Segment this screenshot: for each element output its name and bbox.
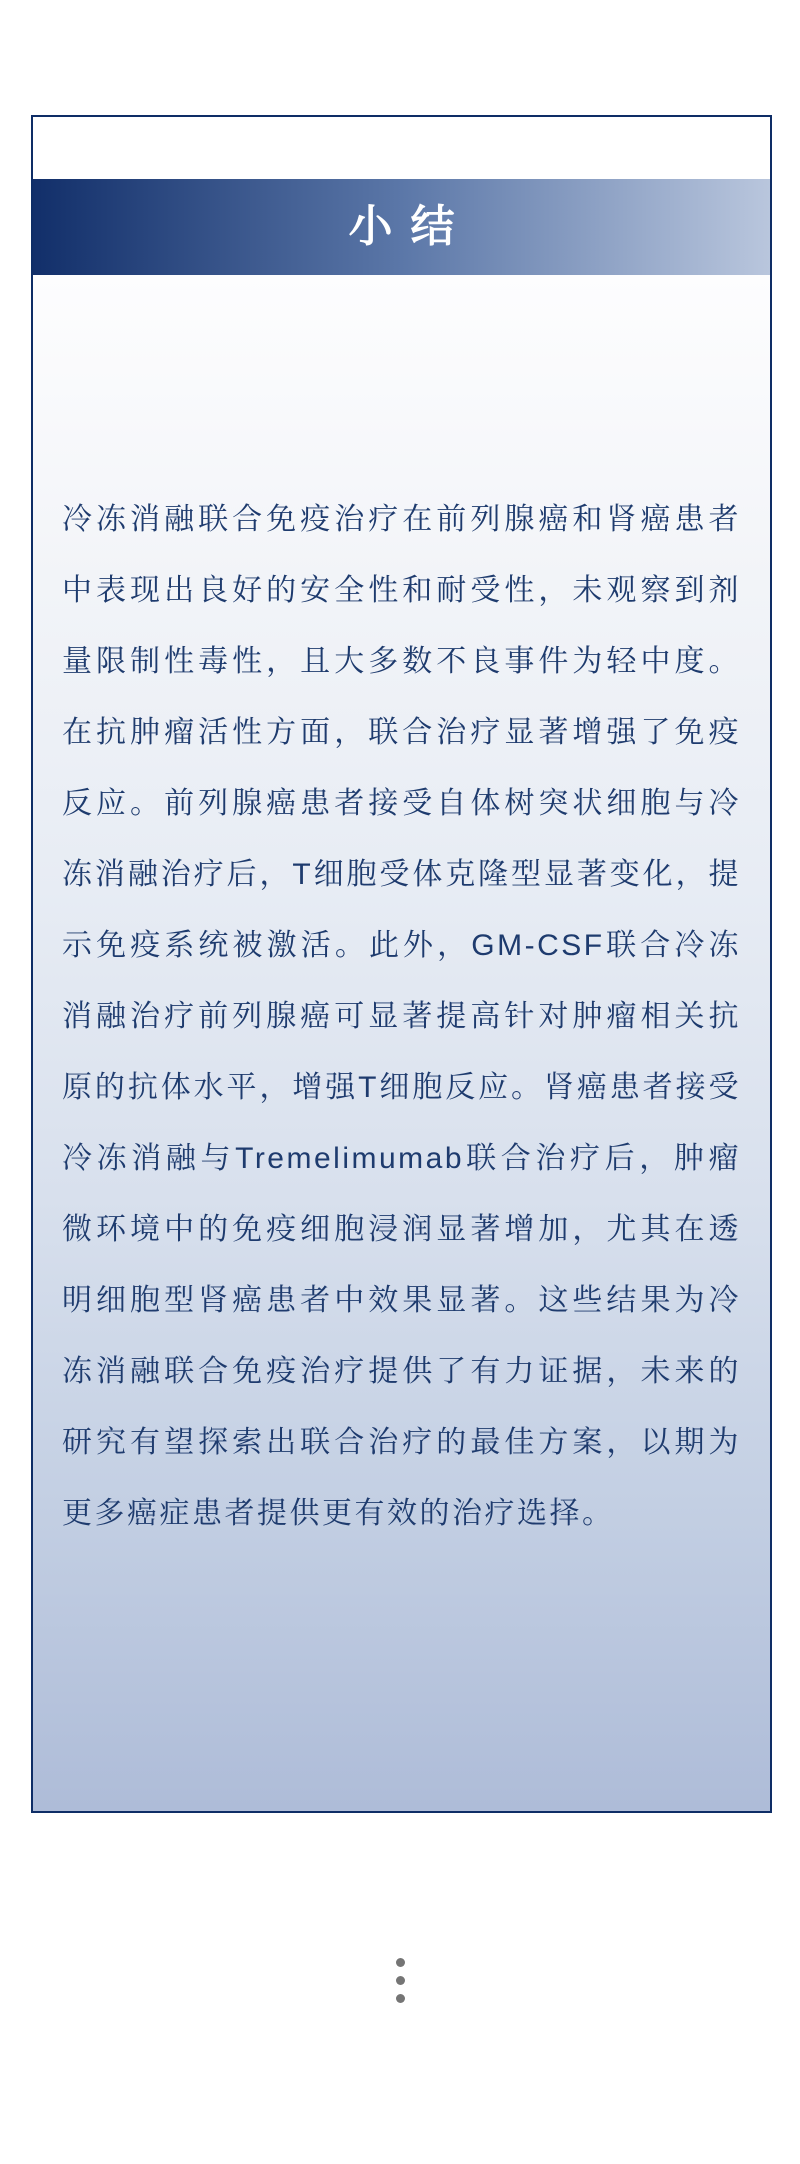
ellipsis-dot (396, 1976, 405, 1985)
page-title: 小结 (348, 202, 473, 251)
summary-paragraph: 冷冻消融联合免疫治疗在前列腺癌和肾癌患者中表现出良好的安全性和耐受性，未观察到剂量限制性毒性，且大多数不良事件为轻中度。在抗肿瘤活性方面，联合治疗显著增强了免疫反应。前列腺癌患者接受自体树突状细胞与冷冻消融治疗后，T细胞受体克隆型显著变化，提示免疫系统被激活。此外，GM-CSF联合冷冻消融治疗前列腺癌可显著提高针对肿瘤相关抗原的抗体水平，增强T细胞反应。肾癌患者接受冷冻消融与Tremelimumab联合治疗后，肿瘤微环境中的免疫细胞浸润显著增加，尤其在透明细胞型肾癌患者中效果显著。这些结果为冷冻消融联合免疫治疗提供了有力证据，未来的研究有望探索出联合治疗的最佳方案，以期为更多癌症患者提供更有效的治疗选择。 (62, 503, 741, 1530)
summary-card (31, 115, 772, 1813)
card-top-spacer (33, 117, 770, 179)
ellipsis-dot (396, 1994, 405, 2003)
more-dots-indicator (0, 1958, 800, 2003)
ellipsis-dot (396, 1958, 405, 1967)
card-header-banner (33, 179, 770, 275)
card-body (33, 275, 770, 1811)
